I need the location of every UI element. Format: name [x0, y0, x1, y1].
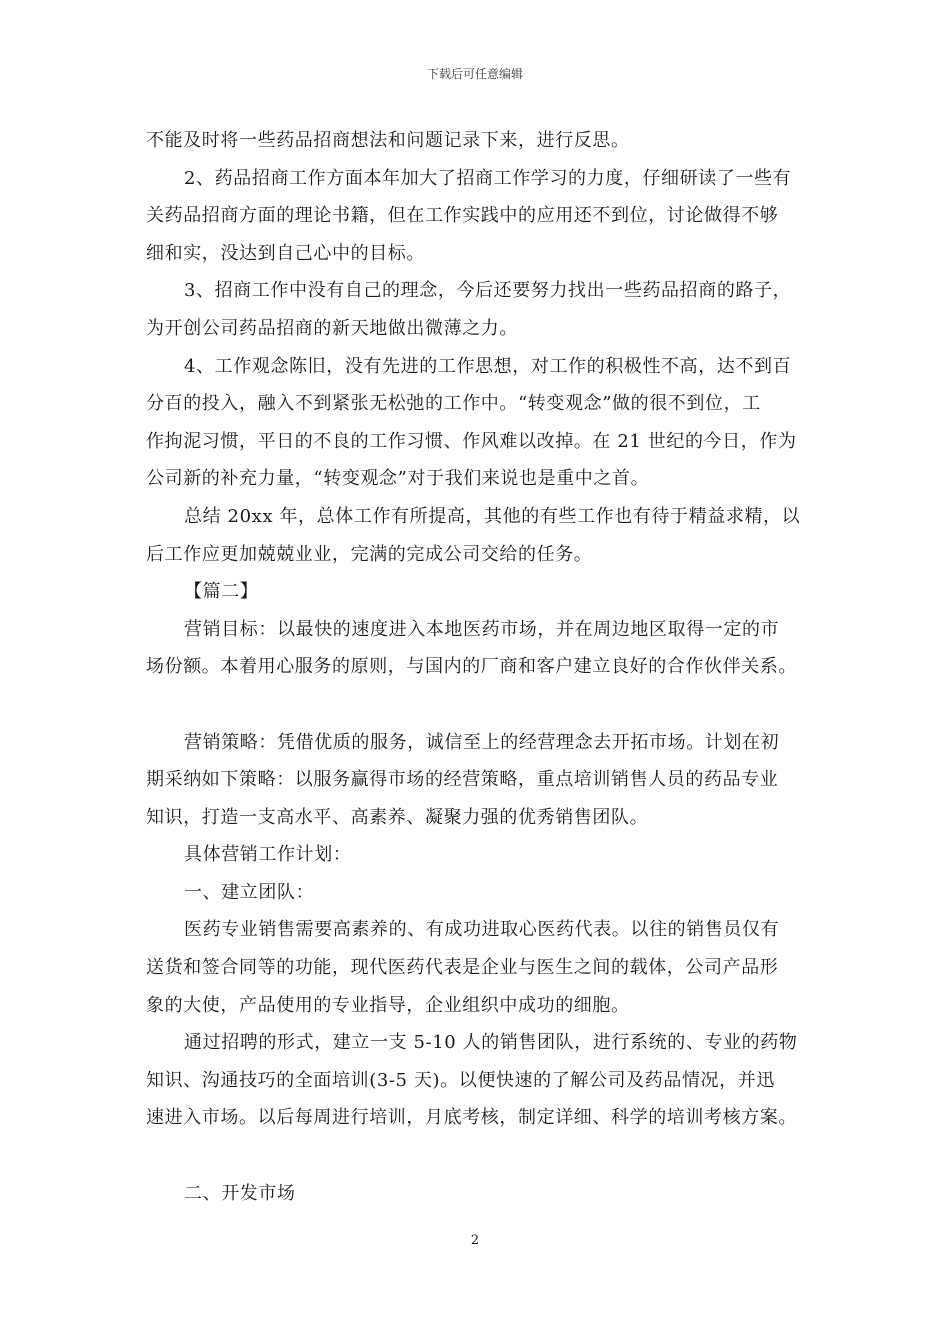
- paragraph-line: 2、药品招商工作方面本年加大了招商工作学习的力度，仔细研读了一些有: [184, 167, 792, 189]
- subsection-heading: 一、建立团队：: [184, 881, 315, 903]
- paragraph-line: 象的大使，产品使用的专业指导，企业组织中成功的细胞。: [146, 994, 630, 1016]
- paragraph-line: 关药品招商方面的理论书籍，但在工作实践中的应用还不到位，讨论做得不够: [146, 205, 779, 227]
- paragraph-line: 4、工作观念陈旧，没有先进的工作思想，对工作的积极性不高，达不到百: [184, 355, 792, 377]
- paragraph-line: 细和实，没达到自己心中的目标。: [146, 242, 425, 264]
- paragraph-line: 营销目标：以最快的速度进入本地医药市场，并在周边地区取得一定的市: [184, 618, 780, 640]
- paragraph-line: 医药专业销售需要高素养的、有成功进取心医药代表。以往的销售员仅有: [184, 919, 780, 941]
- document-body: [146, 122, 810, 1212]
- paragraph-line: 3、招商工作中没有自己的理念，今后还要努力找出一些药品招商的路子，: [184, 280, 792, 302]
- subsection-heading: 二、开发市场: [184, 1182, 296, 1204]
- blank-line: [146, 1137, 810, 1175]
- paragraph-line: 总结 20xx 年，总体工作有所提高，其他的有些工作也有待于精益求精，以: [184, 505, 801, 527]
- paragraph-line: 送货和签合同等的功能，现代医药代表是企业与医生之间的载体，公司产品形: [146, 957, 779, 979]
- paragraph-line: 公司新的补充力量，“转变观念”对于我们来说也是重中之首。: [146, 468, 650, 490]
- paragraph-line: 知识、沟通技巧的全面培训(3-5 天)。以便快速的了解公司及药品情况，并迅: [146, 1069, 775, 1091]
- blank-line: [146, 686, 810, 724]
- paragraph-line: 为开创公司药品招商的新天地做出微薄之力。: [146, 317, 518, 339]
- paragraph-line: 速进入市场。以后每周进行培训，月底考核，制定详细、科学的培训考核方案。: [146, 1107, 797, 1129]
- paragraph-line: 具体营销工作计划：: [184, 844, 352, 866]
- paragraph-line: 通过招聘的形式，建立一支 5-10 人的销售团队，进行系统的、专业的药物: [184, 1032, 798, 1054]
- paragraph-line: 后工作应更加兢兢业业，完满的完成公司交给的任务。: [146, 543, 593, 565]
- page-number: 2: [470, 1233, 480, 1248]
- paragraph-line: 营销策略：凭借优质的服务，诚信至上的经营理念去开拓市场。计划在初: [184, 731, 780, 753]
- page-header: 下载后可任意编辑: [426, 67, 523, 81]
- paragraph-line: 期采纳如下策略：以服务赢得市场的经营策略，重点培训销售人员的药品专业: [146, 769, 779, 791]
- section-heading: 【篇二】: [184, 581, 259, 603]
- paragraph-line: 场份额。本着用心服务的原则，与国内的厂商和客户建立良好的合作伙伴关系。: [146, 656, 797, 678]
- paragraph-line: 不能及时将一些药品招商想法和问题记录下来，进行反思。: [146, 130, 630, 151]
- paragraph-line: 知识，打造一支高水平、高素养、凝聚力强的优秀销售团队。: [146, 806, 649, 828]
- paragraph-line: 作拘泥习惯，平日的不良的工作习惯、作风难以改掉。在 21 世纪的今日，作为: [146, 430, 797, 452]
- paragraph-line: 分百的投入，融入不到紧张无松弛的工作中。“转变观念”做的很不到位，工: [146, 393, 761, 415]
